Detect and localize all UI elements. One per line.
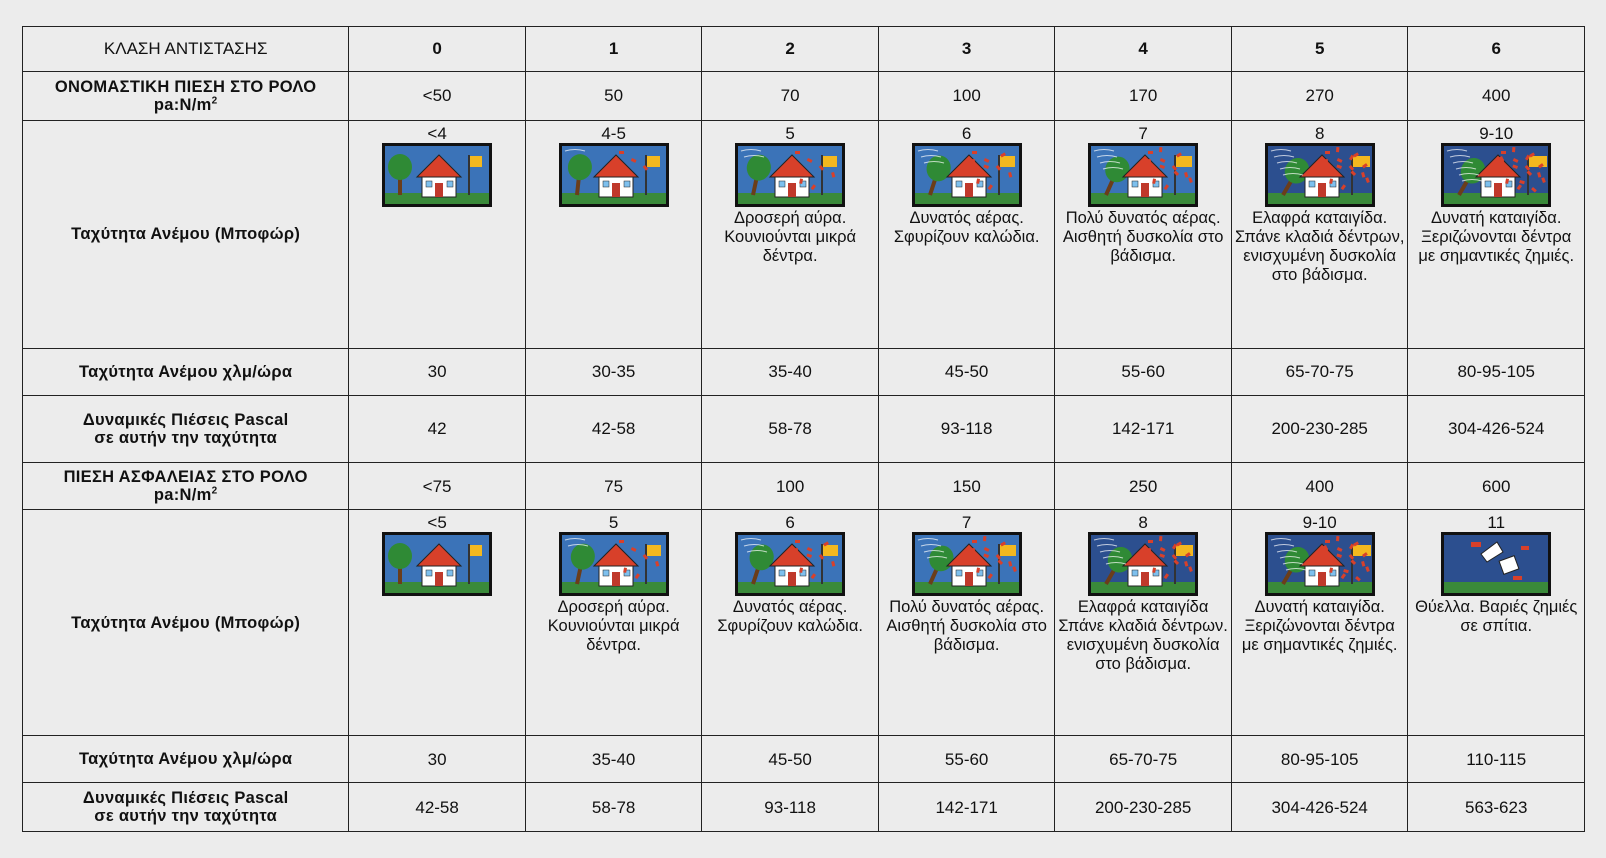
- safety-pressure-value: 600: [1408, 463, 1585, 510]
- beaufort-cell: [878, 120, 1055, 348]
- nominal-pressure-value: 50: [525, 71, 702, 120]
- safety-pressure-label-sup: 2: [211, 485, 218, 497]
- gale-house-icon: [1088, 532, 1198, 596]
- beaufort-number: 8: [1314, 123, 1325, 143]
- speed-row-1: [23, 348, 1585, 395]
- calm-house-icon: [382, 143, 492, 207]
- pascal-value: 42-58: [349, 783, 526, 832]
- pascal-label-line2: σε αυτήν την ταχύτητα: [94, 807, 278, 825]
- speed-label-2: Ταχύτητα Ανέμου χλμ/ώρα: [23, 736, 349, 783]
- speed-value: 35-40: [525, 736, 702, 783]
- speed-value: 65-70-75: [1231, 348, 1408, 395]
- nominal-pressure-row: [23, 71, 1585, 120]
- beaufort-cell: [1231, 120, 1408, 348]
- pascal-value: 142-171: [1055, 395, 1232, 462]
- near-gale-house-icon: [912, 532, 1022, 596]
- class-1: 1: [525, 27, 702, 72]
- class-3: 3: [878, 27, 1055, 72]
- safety-pressure-row: [23, 463, 1585, 510]
- speed-value: 45-50: [702, 736, 879, 783]
- class-6: 6: [1408, 27, 1585, 72]
- pascal-label-line1: Δυναμικές Πιέσεις Pascal: [82, 789, 289, 807]
- nominal-pressure-value: 270: [1231, 71, 1408, 120]
- class-0: 0: [349, 27, 526, 72]
- speed-value: 65-70-75: [1055, 736, 1232, 783]
- beaufort-row-2: [23, 509, 1585, 735]
- speed-value: 30: [349, 736, 526, 783]
- safety-pressure-value: 75: [525, 463, 702, 510]
- speed-value: 55-60: [1055, 348, 1232, 395]
- hurricane-house-icon: [1441, 532, 1551, 596]
- pascal-value: 304-426-524: [1408, 395, 1585, 462]
- safety-pressure-value: <75: [349, 463, 526, 510]
- beaufort-description: Θύελλα. Βαριές ζημιές σε σπίτια.: [1415, 597, 1578, 635]
- speed-value: 110-115: [1408, 736, 1585, 783]
- wind-resistance-table-container: [22, 26, 1585, 832]
- beaufort-cell: [1055, 509, 1232, 735]
- nominal-pressure-value: 70: [702, 71, 879, 120]
- safety-pressure-label-line1: ΠΙΕΣΗ ΑΣΦΑΛΕΙΑΣ ΣΤΟ ΡΟΛΟ: [63, 468, 308, 487]
- beaufort-description: Δυνατός αέρας. Σφυρίζουν καλώδια.: [893, 208, 1040, 246]
- fresh-breeze-house-icon: [559, 532, 669, 596]
- beaufort-cell: [702, 509, 879, 735]
- calm-house-icon: [382, 532, 492, 596]
- pascal-value: 142-171: [878, 783, 1055, 832]
- pascal-value: 200-230-285: [1231, 395, 1408, 462]
- speed-value: 30: [349, 348, 526, 395]
- speed-value: 35-40: [702, 348, 879, 395]
- pascal-row-1: [23, 395, 1585, 462]
- pascal-value: 93-118: [878, 395, 1055, 462]
- header-label: ΚΛΑΣΗ ΑΝΤΙΣΤΑΣΗΣ: [23, 27, 349, 72]
- speed-value: 80-95-105: [1231, 736, 1408, 783]
- beaufort-cell: [702, 120, 879, 348]
- beaufort-description: Ελαφρά καταιγίδα. Σπάνε κλαδιά δέντρων, ενισχυμένη δυσκολία στο βάδισμα.: [1234, 208, 1405, 284]
- strong-breeze-house-icon: [735, 532, 845, 596]
- safety-pressure-label-line2: pa:N/m: [153, 486, 212, 505]
- beaufort-number: 11: [1487, 512, 1506, 532]
- pascal-value: 563-623: [1408, 783, 1585, 832]
- beaufort-description: Δυνατή καταιγίδα. Ξεριζώνονται δέντρα με σημαντικές ζημιές.: [1418, 208, 1575, 265]
- header-row: [23, 27, 1585, 72]
- beaufort-description: Πολύ δυνατός αέρας. Αισθητή δυσκολία στο βάδισμα.: [1062, 208, 1224, 265]
- pascal-label-2: [23, 783, 349, 832]
- storm-house-icon: [1265, 532, 1375, 596]
- nominal-pressure-value: 170: [1055, 71, 1232, 120]
- speed-row-2: [23, 736, 1585, 783]
- nominal-pressure-label-sup: 2: [211, 95, 218, 107]
- beaufort-number: 7: [961, 512, 972, 532]
- beaufort-cell: [1408, 120, 1585, 348]
- beaufort-description: Δυνατός αέρας. Σφυρίζουν καλώδια.: [717, 597, 863, 635]
- pascal-value: 42: [349, 395, 526, 462]
- beaufort-number: 6: [785, 512, 795, 532]
- near-gale-house-icon: [1088, 143, 1198, 207]
- beaufort-number: 6: [961, 123, 972, 143]
- beaufort-description: Πολύ δυνατός αέρας. Αισθητή δυσκολία στο βάδισμα.: [886, 597, 1047, 654]
- beaufort-cell: [1231, 509, 1408, 735]
- class-4: 4: [1055, 27, 1232, 72]
- light-breeze-house-icon: [559, 143, 669, 207]
- pascal-label-line2: σε αυτήν την ταχύτητα: [94, 428, 278, 447]
- pascal-value: 58-78: [525, 783, 702, 832]
- pascal-label-line1: Δυναμικές Πιέσεις Pascal: [82, 410, 289, 429]
- safety-pressure-value: 100: [702, 463, 879, 510]
- beaufort-number: 4-5: [601, 123, 626, 143]
- beaufort-label-1: Ταχύτητα Ανέμου (Μποφώρ): [23, 120, 349, 348]
- nominal-pressure-value: 400: [1408, 71, 1585, 120]
- beaufort-description: Ελαφρά καταιγίδα Σπάνε κλαδιά δέντρων. ενισχυμένη δυσκολία στο βάδισμα.: [1058, 597, 1228, 673]
- speed-value: 45-50: [878, 348, 1055, 395]
- beaufort-number: 5: [785, 123, 795, 143]
- beaufort-cell: [878, 509, 1055, 735]
- beaufort-description: Δροσερή αύρα. Κουνιούνται μικρά δέντρα.: [547, 597, 680, 654]
- safety-pressure-value: 150: [878, 463, 1055, 510]
- pascal-value: 93-118: [702, 783, 879, 832]
- beaufort-row-1: [23, 120, 1585, 348]
- pascal-value: 304-426-524: [1231, 783, 1408, 832]
- nominal-pressure-value: 100: [878, 71, 1055, 120]
- speed-label-1: Ταχύτητα Ανέμου χλμ/ώρα: [23, 348, 349, 395]
- beaufort-number: 8: [1138, 512, 1148, 532]
- beaufort-number: 7: [1138, 123, 1148, 143]
- nominal-pressure-value: <50: [349, 71, 526, 120]
- beaufort-cell: [349, 120, 526, 348]
- speed-value: 30-35: [525, 348, 702, 395]
- nominal-pressure-label-text: ΟΝΟΜΑΣΤΙΚΗ ΠΙΕΣΗ ΣΤΟ ΡΟΛΟ pa:N/m: [54, 77, 317, 114]
- beaufort-cell: [525, 509, 702, 735]
- nominal-pressure-label: [23, 71, 349, 120]
- beaufort-label-2: Ταχύτητα Ανέμου (Μποφώρ): [23, 509, 349, 735]
- beaufort-number: 9-10: [1302, 512, 1337, 532]
- speed-value: 55-60: [878, 736, 1055, 783]
- beaufort-cell: [349, 509, 526, 735]
- gale-house-icon: [1265, 143, 1375, 207]
- beaufort-cell: [1408, 509, 1585, 735]
- class-2: 2: [702, 27, 879, 72]
- fresh-breeze-house-icon: [735, 143, 845, 207]
- beaufort-number: <5: [427, 512, 447, 532]
- pascal-row-2: [23, 783, 1585, 832]
- beaufort-cell: [525, 120, 702, 348]
- wind-resistance-table: [22, 26, 1585, 832]
- safety-pressure-value: 400: [1231, 463, 1408, 510]
- beaufort-number: <4: [427, 123, 447, 143]
- beaufort-cell: [1055, 120, 1232, 348]
- pascal-label-1: [23, 395, 349, 462]
- storm-house-icon: [1441, 143, 1551, 207]
- safety-pressure-value: 250: [1055, 463, 1232, 510]
- speed-value: 80-95-105: [1408, 348, 1585, 395]
- pascal-value: 58-78: [702, 395, 879, 462]
- pascal-value: 42-58: [525, 395, 702, 462]
- beaufort-description: Δροσερή αύρα. Κουνιούνται μικρά δέντρα.: [724, 208, 857, 265]
- beaufort-description: Δυνατή καταιγίδα. Ξεριζώνονται δέντρα με σημαντικές ζημιές.: [1241, 597, 1398, 654]
- beaufort-number: 9-10: [1479, 123, 1514, 143]
- strong-breeze-house-icon: [912, 143, 1022, 207]
- class-5: 5: [1231, 27, 1408, 72]
- beaufort-number: 5: [608, 512, 619, 532]
- pascal-value: 200-230-285: [1055, 783, 1232, 832]
- safety-pressure-label: [23, 463, 349, 510]
